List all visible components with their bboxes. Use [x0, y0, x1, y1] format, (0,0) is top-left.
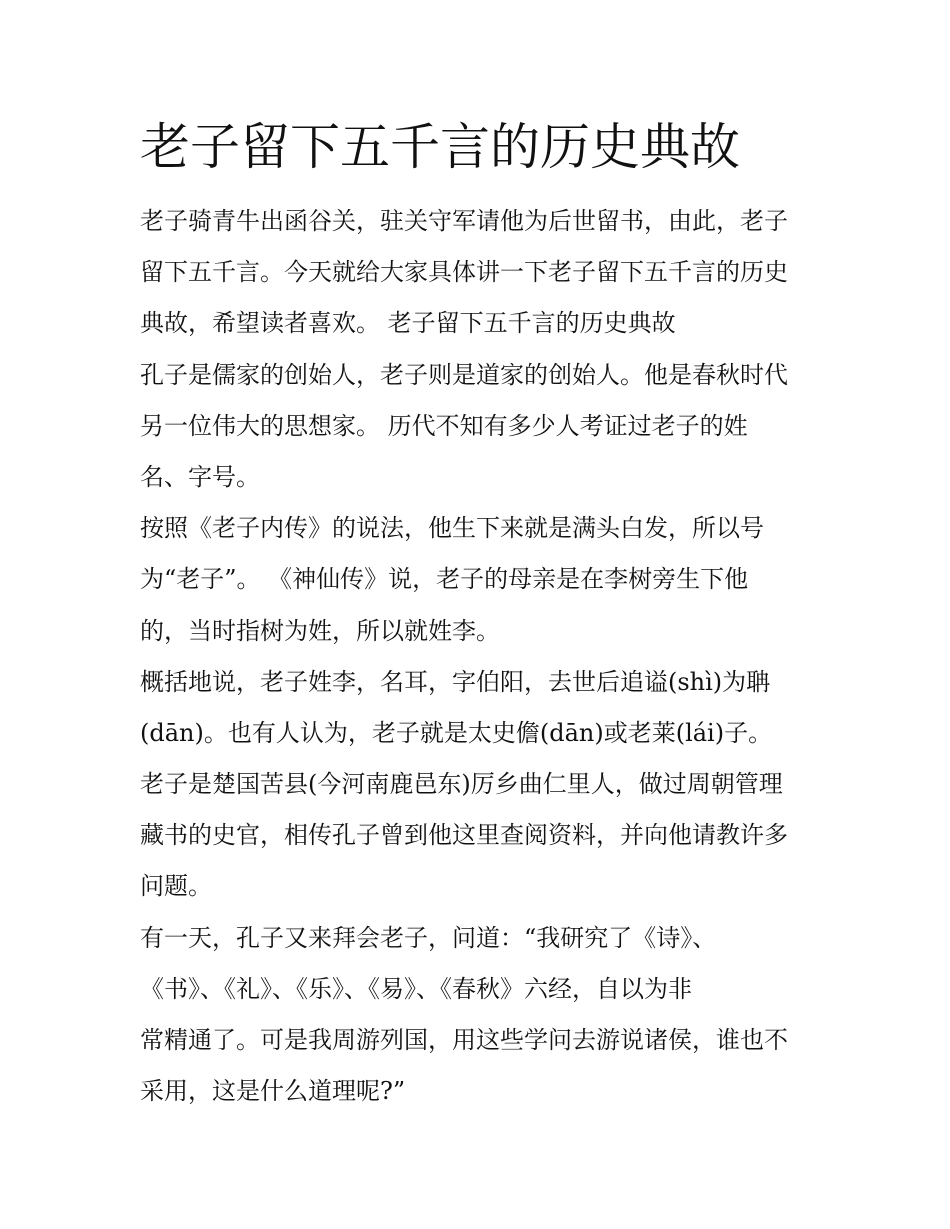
page-title: 老子留下五千言的历史典故	[140, 118, 740, 176]
text-line: 采用，这是什么道理呢?”	[140, 1077, 406, 1106]
text-line: 按照《老子内传》的说法，他生下来就是满头白发，所以号	[140, 514, 764, 543]
text-line: 问题。	[140, 872, 212, 901]
text-line: 名、字号。	[140, 462, 260, 491]
text-line: 的，当时指树为姓，所以就姓李。	[140, 616, 500, 645]
text-line: 老子骑青牛出函谷关，驻关守军请他为后世留书，由此，老子	[140, 207, 788, 235]
document-body	[140, 196, 840, 1117]
text-line: (dān)。也有人认为，老子就是太史儋(dān)或老莱(lái)子。	[140, 718, 773, 747]
text-line: 为“老子”。 《神仙传》说，老子的母亲是在李树旁生下他	[140, 565, 749, 594]
text-line: 概括地说，老子姓李，名耳，字伯阳，去世后追谥(shì)为聃	[140, 667, 771, 696]
text-line: 《书》、《礼》、《乐》、《易》、《春秋》六经，自以为非	[140, 974, 692, 1003]
text-line: 藏书的史官，相传孔子曾到他这里查阅资料，并向他请教许多	[140, 821, 788, 850]
text-line: 老子是楚国苦县(今河南鹿邑东)厉乡曲仁里人，做过周朝管理	[140, 770, 783, 799]
text-line: 有一天，孔子又来拜会老子，问道：“我研究了《诗》、	[140, 923, 717, 952]
text-line: 常精通了。可是我周游列国，用这些学问去游说诸侯，谁也不	[140, 1026, 788, 1054]
text-line: 典故，希望读者喜欢。 老子留下五千言的历史典故	[140, 309, 676, 338]
text-line: 孔子是儒家的创始人，老子则是道家的创始人。他是春秋时代	[140, 360, 788, 389]
text-line: 留下五千言。今天就给大家具体讲一下老子留下五千言的历史	[140, 258, 788, 287]
text-line: 另一位伟大的思想家。 历代不知有多少人考证过老子的姓	[140, 411, 748, 440]
